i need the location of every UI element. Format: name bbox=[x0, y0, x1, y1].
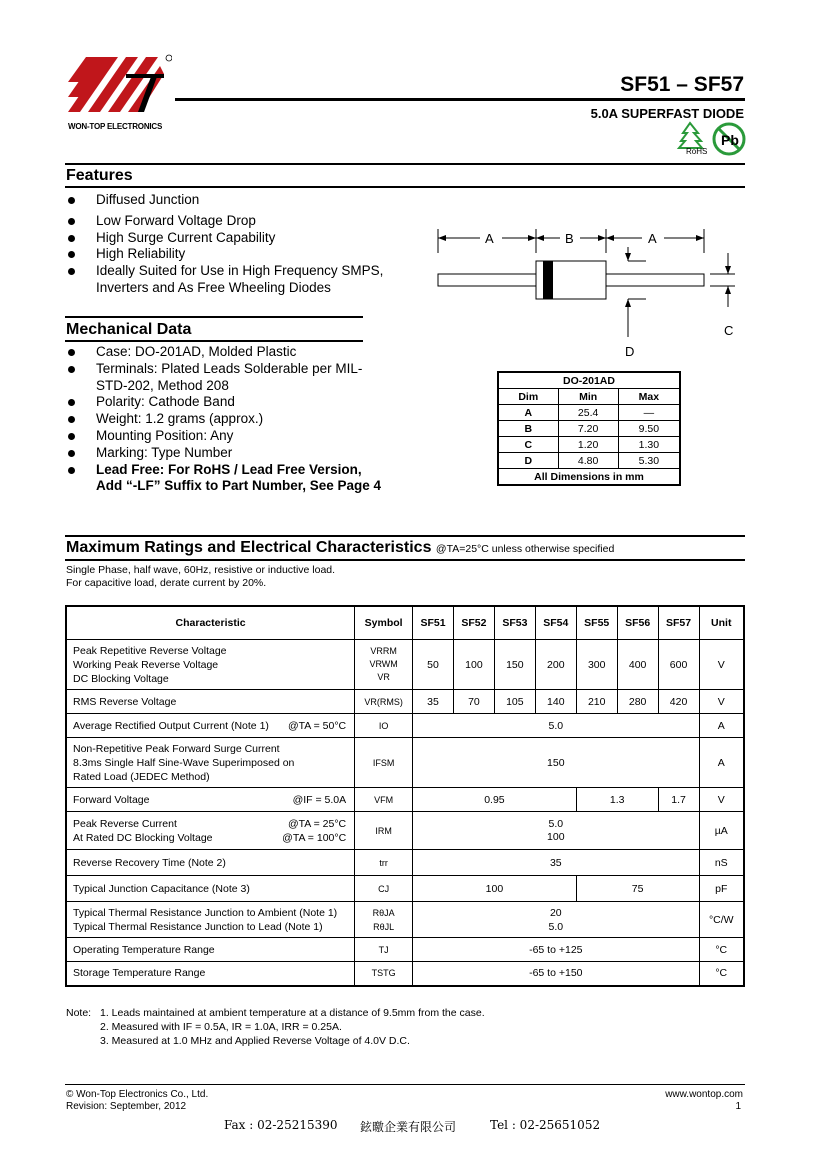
characteristic-line: Working Peak Reverse Voltage bbox=[73, 658, 219, 671]
derate-note: For capacitive load, derate current by 20%. bbox=[66, 577, 267, 589]
value-cell: 100 bbox=[413, 876, 577, 902]
value-cell: 150 bbox=[413, 738, 699, 788]
pb-label: Pb bbox=[721, 132, 739, 148]
symbol-line: RθJA bbox=[372, 907, 395, 918]
ratings-top-rule bbox=[65, 535, 745, 537]
value-line: 20 bbox=[549, 906, 562, 919]
value-cell: -65 to +125 bbox=[413, 938, 699, 962]
dim-cell: 1.30 bbox=[618, 437, 680, 453]
characteristic-line: At Rated DC Blocking Voltage bbox=[73, 831, 213, 844]
characteristic-line: Non-Repetitive Peak Forward Surge Current bbox=[73, 742, 280, 755]
unit-cell: °C/W bbox=[699, 902, 744, 938]
tel-number: Tel : 02-25651052 bbox=[490, 1118, 601, 1132]
dim-cell: 25.4 bbox=[558, 405, 618, 421]
characteristic-cell bbox=[66, 812, 355, 850]
characteristic-text: Average Rectified Output Current (Note 1) bbox=[73, 719, 269, 732]
characteristic-line: Typical Thermal Resistance Junction to Lead (Note 1) bbox=[73, 920, 323, 933]
value-cell: 0.95 bbox=[413, 788, 577, 812]
copyright: © Won-Top Electronics Co., Ltd. bbox=[66, 1089, 209, 1100]
dim-label-d: D bbox=[625, 344, 635, 359]
column-header: SF55 bbox=[576, 606, 617, 640]
value-cell: 400 bbox=[617, 640, 658, 690]
dimension-table-footer: All Dimensions in mm bbox=[498, 469, 680, 486]
symbol-cell: VFM bbox=[355, 788, 413, 812]
table-row bbox=[66, 738, 744, 788]
mechanical-item: Marking: Type Number bbox=[66, 445, 386, 462]
table-header-row bbox=[66, 606, 744, 640]
table-row bbox=[66, 714, 744, 738]
features-list bbox=[66, 192, 396, 297]
test-condition: @TA = 50°C bbox=[288, 719, 347, 732]
rohs-icon bbox=[676, 121, 712, 157]
characteristic-line: 8.3ms Single Half Sine-Wave Superimposed on bbox=[73, 756, 295, 769]
symbol-line: RθJL bbox=[373, 921, 395, 932]
mechanical-item: Weight: 1.2 grams (approx.) bbox=[66, 411, 386, 428]
features-heading: Features bbox=[66, 167, 133, 184]
table-row bbox=[66, 812, 744, 850]
characteristic-cell bbox=[66, 738, 355, 788]
value-cell bbox=[413, 812, 699, 850]
column-header: SF54 bbox=[535, 606, 576, 640]
value-cell: 5.0 bbox=[413, 714, 699, 738]
mechanical-list bbox=[66, 344, 386, 495]
page-subtitle: 5.0A SUPERFAST DIODE bbox=[590, 106, 744, 121]
dimension-header: Max bbox=[618, 389, 680, 405]
company-name: WON-TOP ELECTRONICS bbox=[68, 122, 163, 131]
table-row bbox=[66, 902, 744, 938]
column-header: SF51 bbox=[413, 606, 454, 640]
table-row bbox=[498, 421, 680, 437]
value-cell: 280 bbox=[617, 690, 658, 714]
value-cell: 150 bbox=[494, 640, 535, 690]
unit-cell: °C bbox=[699, 962, 744, 986]
symbol-cell: IRM bbox=[355, 812, 413, 850]
value-cell: 1.7 bbox=[658, 788, 699, 812]
unit-cell: nS bbox=[699, 850, 744, 876]
value-cell: 70 bbox=[453, 690, 494, 714]
dim-label-c: C bbox=[724, 323, 734, 338]
symbol-line: VRRM bbox=[370, 646, 397, 656]
dim-cell: — bbox=[618, 405, 680, 421]
characteristic-cell bbox=[66, 788, 355, 812]
mechanical-heading: Mechanical Data bbox=[66, 321, 192, 338]
value-cell: 210 bbox=[576, 690, 617, 714]
dimension-header: Min bbox=[558, 389, 618, 405]
symbol-cell: VR(RMS) bbox=[355, 690, 413, 714]
mechanical-item: Case: DO-201AD, Molded Plastic bbox=[66, 344, 386, 361]
note-2: 2. Measured with IF = 0.5A, IR = 1.0A, IRR = 0.25A. bbox=[100, 1021, 342, 1033]
value-line: 5.0 bbox=[548, 920, 564, 933]
table-row bbox=[66, 938, 744, 962]
characteristic-cell: Storage Temperature Range bbox=[66, 962, 355, 986]
value-cell: 200 bbox=[535, 640, 576, 690]
column-header: Unit bbox=[699, 606, 744, 640]
dim-cell: A bbox=[498, 405, 558, 421]
website-link[interactable]: www.wontop.com bbox=[665, 1089, 743, 1100]
footer-rule bbox=[65, 1084, 745, 1085]
features-bottom-rule bbox=[65, 186, 745, 188]
column-header: SF57 bbox=[658, 606, 699, 640]
table-row bbox=[498, 405, 680, 421]
table-row bbox=[498, 453, 680, 469]
feature-item: High Reliability bbox=[66, 246, 396, 263]
mechanical-top-rule bbox=[65, 316, 363, 318]
mechanical-item: Mounting Position: Any bbox=[66, 428, 386, 445]
revision: Revision: September, 2012 bbox=[66, 1101, 187, 1112]
mechanical-item: Polarity: Cathode Band bbox=[66, 394, 386, 411]
characteristic-line: Peak Repetitive Reverse Voltage bbox=[73, 644, 227, 657]
unit-cell: V bbox=[699, 788, 744, 812]
value-cell: 140 bbox=[535, 690, 576, 714]
package-outline-diagram bbox=[430, 225, 750, 360]
symbol-cell: IFSM bbox=[355, 738, 413, 788]
page-number: 1 bbox=[735, 1101, 741, 1112]
value-cell: 35 bbox=[413, 850, 699, 876]
column-header: SF53 bbox=[494, 606, 535, 640]
note-1: 1. Leads maintained at ambient temperature at a distance of 9.5mm from the case. bbox=[100, 1007, 485, 1019]
test-condition: @IF = 5.0A bbox=[292, 793, 347, 806]
notes-label: Note: bbox=[66, 1007, 92, 1019]
value-cell: 75 bbox=[576, 876, 699, 902]
page-title: SF51 – SF57 bbox=[620, 73, 744, 96]
characteristic-cell bbox=[66, 640, 355, 690]
value-line: 5.0 bbox=[548, 817, 564, 830]
value-cell: 105 bbox=[494, 690, 535, 714]
symbol-cell: TSTG bbox=[355, 962, 413, 986]
symbol-cell: CJ bbox=[355, 876, 413, 902]
ratings-condition: @TA=25°C unless otherwise specified bbox=[435, 543, 615, 555]
characteristic-cell: Typical Junction Capacitance (Note 3) bbox=[66, 876, 355, 902]
characteristic-cell: Operating Temperature Range bbox=[66, 938, 355, 962]
feature-item: Low Forward Voltage Drop bbox=[66, 213, 396, 230]
dim-cell: C bbox=[498, 437, 558, 453]
dim-cell: B bbox=[498, 421, 558, 437]
value-cell bbox=[413, 902, 699, 938]
value-cell: -65 to +150 bbox=[413, 962, 699, 986]
column-header: Characteristic bbox=[66, 606, 355, 640]
dim-label-a: A bbox=[648, 231, 657, 246]
test-condition: @TA = 100°C bbox=[282, 831, 347, 844]
dim-cell: 9.50 bbox=[618, 421, 680, 437]
symbol-cell bbox=[355, 902, 413, 938]
ratings-heading: Maximum Ratings and Electrical Characteristics bbox=[66, 539, 432, 556]
symbol-cell: trr bbox=[355, 850, 413, 876]
dimension-table-title: DO-201AD bbox=[498, 372, 680, 389]
unit-cell: µA bbox=[699, 812, 744, 850]
column-header: Symbol bbox=[355, 606, 413, 640]
dim-cell: 5.30 bbox=[618, 453, 680, 469]
load-note: Single Phase, half wave, 60Hz, resistive or inductive load. bbox=[66, 564, 336, 576]
dim-label-a: A bbox=[485, 231, 494, 246]
table-row bbox=[498, 437, 680, 453]
value-line: 100 bbox=[547, 830, 565, 843]
characteristic-line: Peak Reverse Current bbox=[73, 817, 177, 830]
table-row bbox=[66, 690, 744, 714]
mechanical-bottom-rule bbox=[65, 340, 363, 342]
value-cell: 420 bbox=[658, 690, 699, 714]
table-row bbox=[66, 640, 744, 690]
unit-cell: V bbox=[699, 690, 744, 714]
characteristic-line: DC Blocking Voltage bbox=[73, 672, 169, 685]
company-logo bbox=[68, 52, 172, 122]
symbol-cell: TJ bbox=[355, 938, 413, 962]
ratings-heading-row bbox=[66, 539, 614, 557]
dim-cell: 1.20 bbox=[558, 437, 618, 453]
value-cell: 50 bbox=[413, 640, 454, 690]
dimension-header: Dim bbox=[498, 389, 558, 405]
mechanical-item: Lead Free: For RoHS / Lead Free Version, Add “-LF” Suffix to Part Number, See Page 4 bbox=[66, 462, 386, 496]
unit-cell: A bbox=[699, 738, 744, 788]
table-row bbox=[66, 788, 744, 812]
characteristic-cell bbox=[66, 902, 355, 938]
unit-cell: °C bbox=[699, 938, 744, 962]
table-row bbox=[66, 850, 744, 876]
characteristic-line: Rated Load (JEDEC Method) bbox=[73, 770, 210, 783]
column-header: SF52 bbox=[453, 606, 494, 640]
value-cell: 100 bbox=[453, 640, 494, 690]
feature-item: High Surge Current Capability bbox=[66, 230, 396, 247]
value-cell: 35 bbox=[413, 690, 454, 714]
characteristic-cell bbox=[66, 714, 355, 738]
features-top-rule bbox=[65, 163, 745, 165]
characteristic-cell: Reverse Recovery Time (Note 2) bbox=[66, 850, 355, 876]
characteristic-text: Forward Voltage bbox=[73, 793, 150, 806]
dimension-table bbox=[497, 371, 681, 486]
feature-item: Diffused Junction bbox=[66, 192, 396, 209]
title-divider bbox=[175, 98, 745, 101]
dim-label-b: B bbox=[565, 231, 574, 246]
unit-cell: A bbox=[699, 714, 744, 738]
fax-number: Fax : 02-25215390 bbox=[224, 1118, 338, 1132]
characteristic-cell: RMS Reverse Voltage bbox=[66, 690, 355, 714]
table-row bbox=[66, 876, 744, 902]
dim-cell: 4.80 bbox=[558, 453, 618, 469]
dim-cell: 7.20 bbox=[558, 421, 618, 437]
test-condition: @TA = 25°C bbox=[288, 817, 347, 830]
unit-cell: V bbox=[699, 640, 744, 690]
value-cell: 1.3 bbox=[576, 788, 658, 812]
symbol-cell bbox=[355, 640, 413, 690]
symbol-line: VR bbox=[377, 672, 390, 682]
value-cell: 600 bbox=[658, 640, 699, 690]
value-cell: 300 bbox=[576, 640, 617, 690]
symbol-line: VRWM bbox=[369, 659, 398, 669]
distributor-name: 鉉曒企業有限公司 bbox=[360, 1120, 457, 1134]
feature-item: Ideally Suited for Use in High Frequency SMPS, Inverters and As Free Wheeling Diodes bbox=[66, 263, 396, 297]
dim-cell: D bbox=[498, 453, 558, 469]
unit-cell: pF bbox=[699, 876, 744, 902]
ratings-table bbox=[65, 605, 745, 987]
rohs-label: RoHS bbox=[686, 147, 708, 156]
symbol-cell: IO bbox=[355, 714, 413, 738]
table-row bbox=[66, 962, 744, 986]
column-header: SF56 bbox=[617, 606, 658, 640]
note-3: 3. Measured at 1.0 MHz and Applied Reverse Voltage of 4.0V D.C. bbox=[100, 1035, 410, 1047]
mechanical-item: Terminals: Plated Leads Solderable per MIL-STD-202, Method 208 bbox=[66, 361, 386, 395]
pb-free-icon bbox=[711, 121, 747, 157]
ratings-bottom-rule bbox=[65, 559, 745, 561]
characteristic-line: Typical Thermal Resistance Junction to Ambient (Note 1) bbox=[73, 906, 338, 919]
